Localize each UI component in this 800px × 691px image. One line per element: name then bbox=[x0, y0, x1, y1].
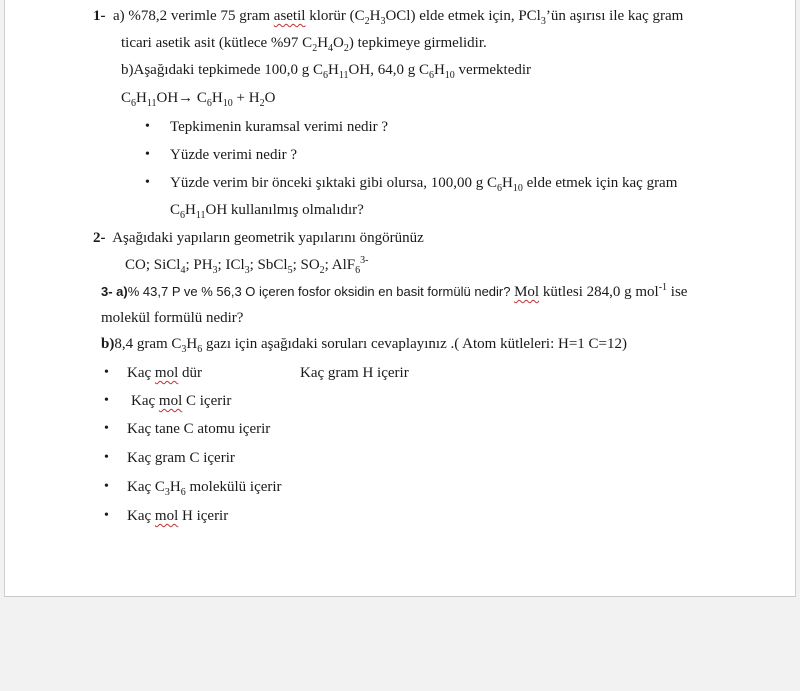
bullet-icon: • bbox=[145, 147, 150, 162]
q3-item-5: Kaç $C_3H_6$ molekülü içerir bbox=[127, 479, 282, 498]
q2-formula-list: CO; SiCl$_4$; $PH_3$; ICl$_3$; SbCl$_5$; $SO_2$; AlF$_6^{3-}$ bbox=[125, 255, 369, 276]
q3-item-1-right: Kaç gram H içerir bbox=[300, 365, 409, 381]
bullet-icon: • bbox=[104, 393, 109, 408]
q1-bullet-3-line-2: $C_6H_{11}OH$ kullanılmış olmalıdır? bbox=[170, 202, 364, 221]
q3-a-line-1: 3- a)% 43,7 P ve % 56,3 O içeren fosfor oksidin en basit formülü nedir? Mol kütlesi 284,0 g mol$^{-1}$ ise bbox=[101, 282, 688, 300]
bullet-icon: • bbox=[104, 365, 109, 380]
q3-b-line: b)8,4 gram $C_3H_6$ gazı için aşağıdaki soruları cevaplayınız .( Atom kütleleri: H=1 C=12) bbox=[101, 336, 627, 355]
bullet-icon: • bbox=[104, 421, 109, 436]
bullet-icon: • bbox=[145, 175, 150, 190]
bullet-icon: • bbox=[104, 450, 109, 465]
q1-bullet-2: Yüzde verimi nedir ? bbox=[170, 147, 298, 163]
q3-item-4: Kaç gram C içerir bbox=[127, 450, 235, 466]
q2-line: 2- Aşağıdaki yapıların geometrik yapılarını öngörünüz bbox=[93, 230, 424, 246]
document-page bbox=[4, 0, 796, 597]
q3-item-1: Kaç mol dür bbox=[127, 365, 202, 381]
q3-item-6: Kaç mol H içerir bbox=[127, 508, 229, 524]
q3-a-line-2: molekül formülü nedir? bbox=[101, 310, 244, 326]
bullet-icon: • bbox=[104, 508, 109, 523]
q3-item-2: Kaç mol C içerir bbox=[131, 393, 232, 409]
bullet-icon: • bbox=[104, 479, 109, 494]
q1-bullet-1: Tepkimenin kuramsal verimi nedir ? bbox=[170, 119, 389, 135]
q1-b-line: b)Aşağıdaki tepkimede 100,0 g $C_6H_{11}OH$, 64,0 g $C_6H_{10}$ vermektedir bbox=[121, 62, 532, 81]
q1-reaction: $C_6H_{11}OH\to C_6H_{10} + H_2O$ bbox=[121, 90, 276, 109]
q1-line-1: 1- a) %78,2 verimle 75 gram asetil klorür $(C_2H_3OCl)$ elde etmek için, PCl$_3$’ün aşırısı ile kaç gram bbox=[93, 8, 684, 27]
q3-item-3: Kaç tane C atomu içerir bbox=[127, 421, 271, 437]
q1-line-2: ticari asetik asit (kütlece %97 $C_2H_4O_2$) tepkimeye girmelidir. bbox=[121, 35, 487, 54]
bullet-icon: • bbox=[145, 119, 150, 134]
q1-bullet-3: Yüzde verim bir önceki şıktaki gibi olursa, 100,00 g $C_6H_{10}$ elde etmek için kaç gram bbox=[170, 175, 678, 194]
